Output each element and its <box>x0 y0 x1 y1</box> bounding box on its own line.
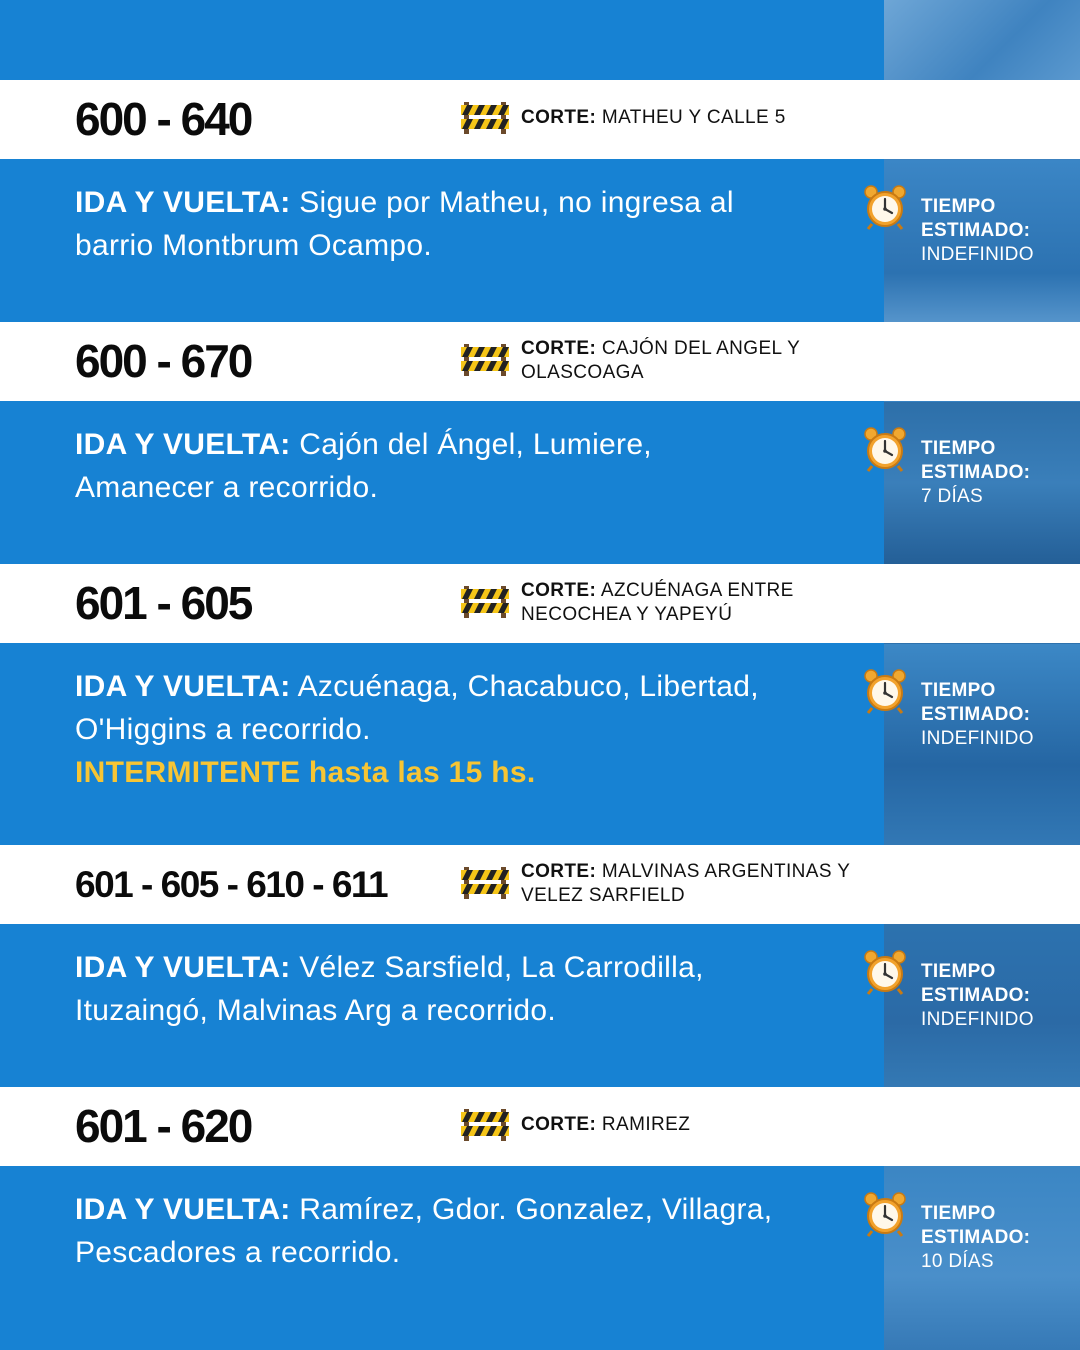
corte-location: MATHEU Y CALLE 5 <box>601 107 786 128</box>
ida-vuelta-route: Vélez Sarsfield, La Carrodilla, Ituzaingó, Malvinas Arg a recorrido. <box>75 951 704 1027</box>
route-number: 600 - 670 <box>75 335 252 387</box>
tiempo-estimado <box>921 437 1071 509</box>
route-number: 600 - 640 <box>75 93 252 145</box>
route-detail <box>0 924 884 1087</box>
tiempo-estimado <box>921 195 1071 267</box>
ida-vuelta-route: Azcuénaga, Chacabuco, Libertad, O'Higgins a recorrido. <box>75 670 759 746</box>
route-bar <box>0 564 1080 643</box>
alarm-clock-icon <box>862 184 908 230</box>
road-barrier-icon <box>461 584 509 618</box>
intermitente-note: INTERMITENTE hasta las 15 hs. <box>75 756 536 789</box>
corte-label: CORTE: <box>521 107 597 128</box>
ida-vuelta-text <box>75 1188 775 1274</box>
top-band <box>0 0 884 80</box>
road-barrier-icon <box>461 100 509 134</box>
alarm-clock-icon <box>862 668 908 714</box>
tiempo-label: TIEMPO ESTIMADO: <box>921 438 1031 483</box>
corte-label: CORTE: <box>521 338 597 359</box>
corte-info <box>521 106 881 130</box>
corte-label: CORTE: <box>521 580 597 601</box>
ida-vuelta-route: Ramírez, Gdor. Gonzalez, Villagra, Pescadores a recorrido. <box>75 1193 773 1269</box>
corte-label: CORTE: <box>521 1114 597 1135</box>
route-detail <box>0 401 884 564</box>
tiempo-value: INDEFINIDO <box>921 728 1034 749</box>
corte-label: CORTE: <box>521 861 597 882</box>
tiempo-estimado <box>921 960 1071 1032</box>
ida-vuelta-label: IDA Y VUELTA: <box>75 951 291 984</box>
photo-leaves <box>884 0 1080 80</box>
ida-vuelta-route: Cajón del Ángel, Lumiere, Amanecer a recorrido. <box>75 428 652 504</box>
corte-location: RAMIREZ <box>601 1114 691 1135</box>
corte-location: MALVINAS ARGENTINAS Y VELEZ SARFIELD <box>521 861 851 906</box>
corte-location: AZCUÉNAGA ENTRE NECOCHEA Y YAPEYÚ <box>521 580 794 625</box>
tiempo-value: INDEFINIDO <box>921 1009 1034 1030</box>
corte-info <box>521 1113 881 1137</box>
tiempo-value: 10 DÍAS <box>921 1251 994 1272</box>
ida-vuelta-label: IDA Y VUELTA: <box>75 1193 291 1226</box>
corte-info <box>521 579 881 627</box>
ida-vuelta-text <box>75 946 775 1032</box>
tiempo-value: 7 DÍAS <box>921 486 983 507</box>
corte-info <box>521 337 881 385</box>
ida-vuelta-text <box>75 665 775 794</box>
ida-vuelta-label: IDA Y VUELTA: <box>75 670 291 703</box>
tiempo-label: TIEMPO ESTIMADO: <box>921 196 1031 241</box>
route-bar <box>0 845 1080 924</box>
corte-location: CAJÓN DEL ANGEL Y OLASCOAGA <box>521 338 800 383</box>
alarm-clock-icon <box>862 1191 908 1237</box>
alarm-clock-icon <box>862 426 908 472</box>
tiempo-estimado <box>921 1202 1071 1274</box>
route-number: 601 - 620 <box>75 1100 252 1152</box>
tiempo-label: TIEMPO ESTIMADO: <box>921 961 1031 1006</box>
route-detail <box>0 1166 884 1350</box>
tiempo-label: TIEMPO ESTIMADO: <box>921 680 1031 725</box>
corte-info <box>521 860 881 908</box>
route-number: 601 - 605 <box>75 577 252 629</box>
ida-vuelta-label: IDA Y VUELTA: <box>75 186 291 219</box>
route-bar <box>0 322 1080 401</box>
road-barrier-icon <box>461 1107 509 1141</box>
road-barrier-icon <box>461 342 509 376</box>
road-barrier-icon <box>461 865 509 899</box>
tiempo-label: TIEMPO ESTIMADO: <box>921 1203 1031 1248</box>
ida-vuelta-label: IDA Y VUELTA: <box>75 428 291 461</box>
ida-vuelta-text <box>75 423 775 509</box>
tiempo-estimado <box>921 679 1071 751</box>
alarm-clock-icon <box>862 949 908 995</box>
ida-vuelta-text <box>75 181 775 267</box>
route-bar <box>0 1087 1080 1166</box>
route-bar <box>0 80 1080 159</box>
tiempo-value: INDEFINIDO <box>921 244 1034 265</box>
route-detail <box>0 643 884 845</box>
route-detail <box>0 159 884 322</box>
route-number: 601 - 605 - 610 - 611 <box>75 864 388 905</box>
ida-vuelta-route: Sigue por Matheu, no ingresa al barrio Montbrum Ocampo. <box>75 186 734 262</box>
